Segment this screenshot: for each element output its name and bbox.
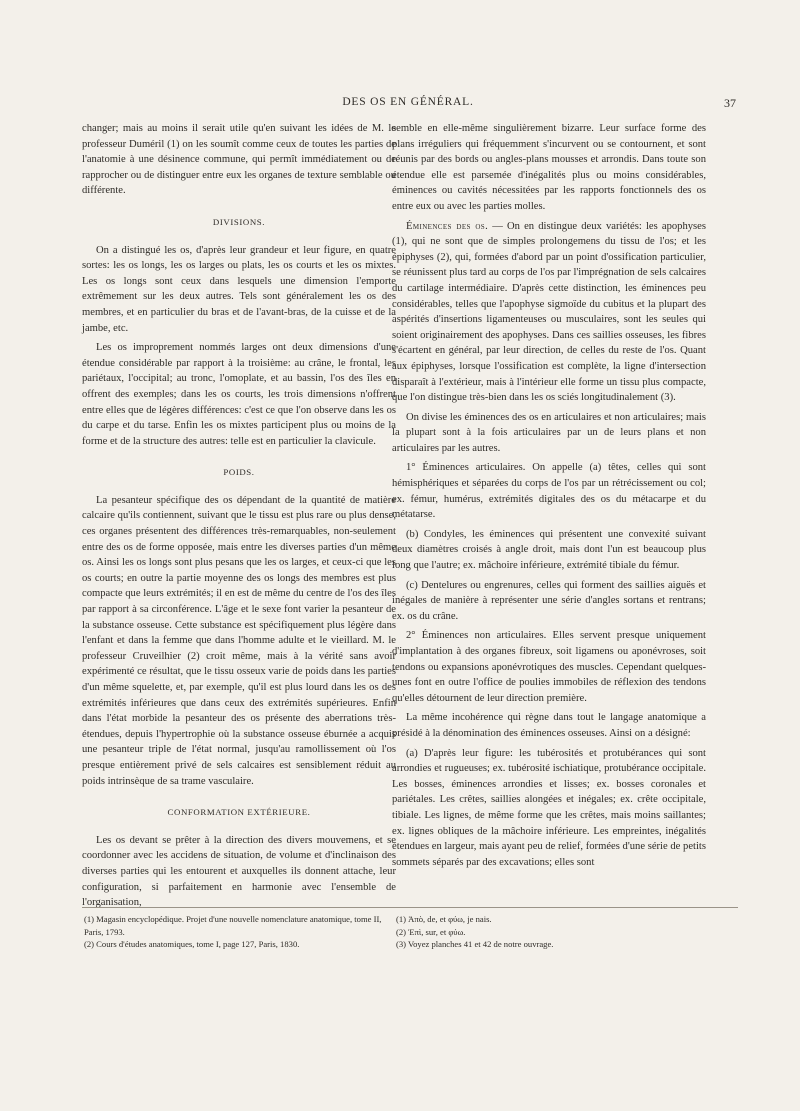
paragraph-eminences-1 [392, 219, 706, 406]
section-heading-poids: POIDS. [223, 467, 255, 478]
footnotes-left [84, 913, 396, 951]
paragraph-divisions-1: On a distingué les os, d'après leur grandeur et leur figure, en quatre sortes: les os longs, les os larges ou plats, les os courts et les os mixtes. Les os longs sont ceux dans lesquels une dimension l'emporte extrêmement sur les deux autres. Tels sont généralement les os des membres, et en particulier du bras et de l'avant-bras, de la cuisse et de la jambe, etc. [82, 244, 396, 334]
paragraph-condyles: (b) Condyles, les éminences qui présentent une convexité suivant deux diamètres croisés à angle droit, mais dont l'un est beaucoup plus long que l'autre; ex. mâchoire inférieure, extrémité tibiale du fémur. [392, 528, 706, 572]
paragraph-conformation: Les os devant se prêter à la direction des divers mouvemens, et se coordonner avec les accidens de situation, de volume et d'inclinaison des diverses parties qui les entourent et auxquelles ils donnent attache, leur configuration, si parfaitement en harmonie avec l'ensemble de l'organisation, [82, 834, 396, 909]
paragraph-eminences-1-text: — On en distingue deux variétés: les apophyses (1), qui ne sont que de simples prolongemens du tissu de l'os; et les épiphyses (2), qui, formées d'abord par un point d'ossification particulier, se réunissent plus tard au corps de l'os par l'imprégnation de sels calcaires du cartilage intermédiaire. D'après cette distinction, les éminences peu considérables, telles que l'apophyse sigmoïde du cubitus et la plupart des aspérités d'insertions ligamenteuses ou musculaires, sont les seules qui soient originairement des apophyses. Dans ces saillies osseuses, les fibres s'écartent en général, par leur direction, de celles du reste de l'os. Quant aux épiphyses, lorsque l'ossification est complète, la ligne d'intersection disparaît à l'extérieur, mais à l'intérieur elle forme un tissu plus compacte, que l'on distingue très-bien dans les os sciés longitudinalement (3). [392, 220, 707, 404]
run-in-heading-eminences: Éminences des os. [406, 220, 489, 232]
running-title: DES OS EN GÉNÉRAL. [342, 96, 474, 108]
footnote: (3) Voyez planches 41 et 42 de notre ouvrage. [396, 939, 554, 949]
paragraph-dentelures: (c) Dentelures ou engrenures, celles qui forment des saillies aiguës et inégales de manière à représenter une série d'angles sortans et rentrans; ex. os du crâne. [392, 579, 706, 622]
paragraph-incoherence: La même incohérence qui règne dans tout le langage anatomique a présidé à la dénomination des éminences osseuses. Ainsi on a désigné: [392, 712, 706, 739]
footnote: (1) Magasin encyclopédique. Projet d'une nouvelle nomenclature anatomique, tome II, Paris, 1793. [84, 914, 382, 937]
paragraph-figure: (a) D'après leur figure: les tubérosités et protubérances qui sont arrondies et rugueuses; ex. tubérosité ischiatique, protubérance occipitale. Les bosses, éminences arrondies et lisses; ex. bosses coronales et pariétales. Les crêtes, saillies alongées et inégales; ex. crête occipitale, tibiale. Les lignes, de même forme que les crêtes, mais moins saillantes; ex. lignes obliques de la mâchoire inférieure. Les empreintes, inégalités étendues en largeur, mais ayant peu de relief, formées d'une série de petits sommets séparés par des excavations; elles sont [392, 747, 706, 868]
paragraph-poids: La pesanteur spécifique des os dépendant de la quantité de matière calcaire qu'ils contiennent, suivant que le tissu est plus rare ou plus dense, ces organes présentent des différences très-remarquables, non-seulement entre des os de forme opposée, mais entre les diverses parties d'un même os. Ainsi les os longs sont plus pesans que les os larges, et ceux-ci que les os courts; en outre la partie moyenne des os longs des membres est plus compacte que leurs extrémités; il en est de même du centre de l'os des îles par rapport à sa circonférence. L'âge et le sexe font varier la pesanteur de la substance osseuse. Cette substance est spécifiquement plus légère dans l'enfant et dans la femme que dans l'homme adulte et le vieillard. M. le professeur Cruveilhier (2) croit même, mais à la vérité sans avoir expérimenté ce résultat, que le tissu osseux varie de poids dans les parties d'un même squelette, et, par exemple, qu'il est plus lourd dans les os des extrémités inférieures que dans ceux des extrémités supérieures. Enfin dans l'état morbide la pesanteur des os présente des aberrations très-étendues, depuis l'hypertrophie où la substance osseuse éburnée a acquis une pesanteur triple de l'état normal, jusqu'au ramollissement où l'os presque entièrement privé de sels calcaires est sensiblement réduit au poids intrinsèque de sa trame vasculaire. [82, 494, 396, 787]
left-column [82, 121, 396, 915]
paragraph-divisions-2: Les os improprement nommés larges ont deux dimensions d'une étendue considérable par rapport à la troisième: au crâne, le frontal, les pariétaux, l'occipital; au tronc, l'omoplate, et au bassin, l'os des îles en offrent des exemples; dans les os courts, les trois dimensions n'offrent entre elles que de légères différences: c'est ce que l'on observe dans les os du carpe et du tarse. Enfin les os mixtes participent plus ou moins de la forme et de la structure des autres: telle est en particulier la clavicule. [82, 342, 396, 447]
paragraph-eminences-2: On divise les éminences des os en articulaires et non articulaires; mais la plupart sont à la fois articulaires par un de leurs plans et non articulaires par les autres. [392, 411, 706, 454]
footnote: (2) Ἐπὶ, sur, et φύω. [396, 926, 466, 937]
paragraph-non-articulaires: 2° Éminences non articulaires. Elles servent presque uniquement d'implantation à des organes fibreux, soit ligamens ou aponévroses, soit tendons ou expansions aponévrotiques des muscles. Cependant quelques-unes font en outre l'office de poulies immobiles de réflexion des tendons qu'elles détournent de leur direction première. [392, 630, 706, 704]
footnotes-right [396, 913, 696, 951]
right-column [392, 121, 706, 874]
footnote-rule-left [82, 907, 392, 908]
page-number: 37 [724, 96, 736, 110]
section-heading-divisions: DIVISIONS. [212, 216, 266, 227]
footnote: (1) Ἀπὸ, de, et φύω, je nais. [396, 914, 492, 924]
footnote-rule-right [392, 907, 738, 908]
footnote: (2) Cours d'études anatomiques, tome I, page 127, Paris, 1830. [84, 939, 300, 949]
paragraph-continuation: semble en elle-même singulièrement bizarre. Leur surface forme des plans irréguliers qui fréquemment s'incurvent ou se contournent, et sont réunis par des bords ou angles-plans mousses et arrondis. Dans toute son étendue elle est parsemée d'inégalités plus ou moins considérables, éminences ou cavités nécessitées par les rapports fonctionnels des os entre eux ou avec les parties molles. [392, 123, 706, 212]
paragraph-intro: changer; mais au moins il serait utile qu'en suivant les idées de M. le professeur Duméril (1) on les soumît comme ceux de toutes les parties de l'anatomie à une désinence commune, qui permît immédiatement ou de rapprocher ou de distinguer entre eux les organes de texture semblable ou différente. [82, 123, 396, 197]
paragraph-articulaires: 1° Éminences articulaires. On appelle (a) têtes, celles qui sont hémisphériques et séparées du corps de l'os par un rétrécissement ou col; ex. fémur, humérus, extrémités digitales des os du métacarpe et du métatarse. [392, 462, 706, 521]
section-heading-conformation: CONFORMATION EXTÉRIEURE. [167, 807, 311, 818]
page-header [80, 96, 736, 114]
